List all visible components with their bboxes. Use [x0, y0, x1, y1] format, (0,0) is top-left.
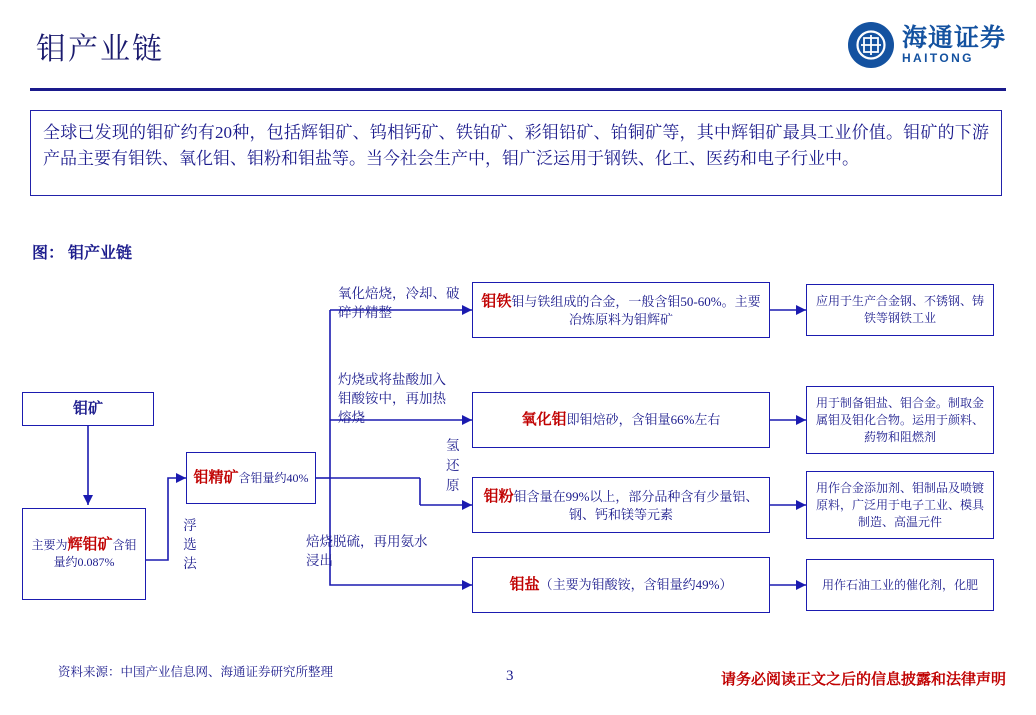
header-divider: [30, 88, 1006, 91]
node-ferromolybdenum: [472, 282, 770, 338]
edge-label-roast-cool: 氧化焙烧，冷却、破碎并精整: [338, 286, 460, 320]
node-ore-source: [22, 508, 146, 600]
salt-highlight: 钼盐: [509, 577, 540, 593]
concentrate-post: 含钼量约40%: [238, 470, 309, 485]
powder-post: 钼含量在99%以上，部分品种含有少量铝、钢、钙和镁等元素: [513, 488, 759, 522]
logo-text-en: HAITONG: [901, 50, 974, 65]
app-powder-text: 用作合金添加剂、钼制品及喷镀原料，广泛用于电子工业、模具制造、高温元件: [815, 480, 984, 529]
app-ferro-text: 应用于生产合金钢、不锈钢、铸铁等钢铁工业: [815, 294, 984, 325]
node-application-powder: [806, 471, 994, 539]
ferro-highlight: 钼铁: [481, 293, 512, 310]
node-ore-label: 钼矿: [72, 400, 103, 417]
node-concentrate: [186, 452, 316, 504]
disclaimer-note: 请务必阅读正文之后的信息披露和法律声明: [720, 672, 1006, 688]
node-molybdenum-ore: [22, 392, 154, 426]
ferro-post: 钼与铁组成的合金，一般含钼50-60%。主要冶炼原料为钼辉矿: [511, 293, 761, 327]
app-oxide-text: 用于制备钼盐、钼合金。制取金属钼及钼化合物。运用于颜料、葯物和阻燃剂: [815, 395, 984, 444]
figure-caption: 图： 钼产业链: [32, 245, 133, 262]
salt-post: （主要为钼酸铵，含钼量约49%）: [539, 577, 733, 592]
ore-source-post: 含钼量约0.087%: [53, 538, 137, 569]
intro-text: 全球已发现的钼矿约有20种，包括辉钼矿、钨相钙矿、铁铂矿、彩钼铅矿、铂铜矿等，其中辉钼矿最具工业价值。钼矿的下游产品主要有钼铁、氧化钼、钼粉和钼盐等。当今社会生产中，钼广泛运用于钢铁、化工、医药和电子行业中。: [43, 123, 989, 168]
edge-label-roast-leach: 焙烧脱硫，再用氨水浸出: [306, 534, 428, 568]
source-note: 资料来源：中国产业信息网、海通证券研究所整理: [58, 665, 334, 679]
intro-box: [30, 110, 1002, 196]
edge-label-flotation: 浮选法: [183, 518, 197, 571]
oxide-highlight: 氧化钼: [521, 412, 567, 428]
ore-source-pre: 主要为: [31, 538, 68, 552]
node-application-salt: [806, 559, 994, 611]
page-number: 3: [506, 668, 514, 684]
company-logo: [848, 22, 1006, 68]
edge-label-burn-acid: 灼烧或将盐酸加入钼酸铵中，再加热熔烧: [338, 372, 446, 425]
node-molybdenum-oxide: [472, 392, 770, 448]
oxide-post: 即钼焙砂，含钼量66%左右: [566, 412, 721, 427]
node-molybdenum-powder: [472, 477, 770, 533]
powder-highlight: 钼粉: [483, 488, 514, 505]
edge-label-hydrogen-reduction: 氢还原: [446, 438, 460, 493]
haitong-circle-logo-icon: [848, 22, 894, 68]
node-application-ferro: [806, 284, 994, 336]
app-salt-text: 用作石油工业的催化剂，化肥: [821, 577, 978, 592]
node-molybdenum-salt: [472, 557, 770, 613]
ore-source-highlight: 辉钼矿: [67, 537, 113, 553]
concentrate-highlight: 钼精矿: [193, 469, 239, 486]
logo-text-cn: 海通证券: [901, 24, 1006, 52]
node-application-oxide: [806, 386, 994, 454]
page-title: 钼产业链: [36, 33, 164, 66]
